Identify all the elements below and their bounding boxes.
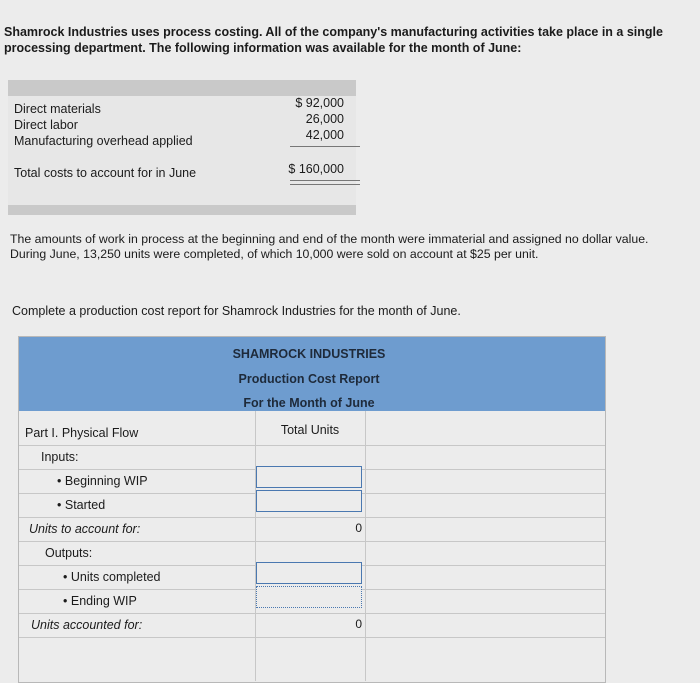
inputs-label: Inputs: (41, 450, 79, 464)
total-costs-amount: $ 160,000 (288, 162, 344, 176)
total-costs-label: Total costs to account for in June (14, 166, 197, 180)
units-to-account-value: 0 (355, 521, 362, 535)
started-input[interactable] (256, 490, 362, 512)
report-period: For the Month of June (243, 396, 375, 410)
cost-label-direct-labor: Direct labor (14, 118, 78, 132)
cost-amount-direct-labor: 26,000 (305, 112, 344, 126)
cost-label-direct-materials: Direct materials (14, 102, 101, 116)
beginning-wip-input[interactable] (256, 466, 362, 488)
units-completed-label: • Units completed (63, 570, 161, 584)
cost-summary-table (8, 80, 356, 215)
column-total-units: Total Units (280, 423, 340, 437)
production-cost-report (18, 336, 606, 683)
units-completed-input[interactable] (256, 562, 362, 584)
ending-wip-label: • Ending WIP (63, 594, 137, 608)
work-in-process-paragraph: The amounts of work in process at the beginning and end of the month were immaterial and assigned no dollar value. During June, 13,250 units were completed, of which 10,000 were sold on account at $25 per unit. (10, 232, 649, 261)
ending-wip-input[interactable] (256, 586, 362, 608)
cost-amount-overhead: 42,000 (305, 128, 344, 142)
part1-label: Part I. Physical Flow (25, 426, 139, 440)
units-accounted-value: 0 (355, 617, 362, 631)
instruction-text: Complete a production cost report for Shamrock Industries for the month of June. (12, 304, 461, 318)
report-header (19, 337, 605, 411)
beginning-wip-label: • Beginning WIP (57, 474, 148, 488)
cost-label-overhead: Manufacturing overhead applied (14, 134, 193, 148)
started-label: • Started (57, 498, 106, 512)
intro-text: Shamrock Industries uses process costing. All of the company's manufacturing activities take place in a single processing department. The following information was available for the month of June: (4, 25, 663, 55)
outputs-label: Outputs: (45, 546, 93, 560)
cost-amount-direct-materials: $ 92,000 (295, 96, 344, 110)
report-title: Production Cost Report (238, 372, 380, 386)
units-to-account-label: Units to account for: (29, 522, 141, 536)
report-company: SHAMROCK INDUSTRIES (232, 347, 386, 361)
row-part1 (19, 421, 605, 446)
units-accounted-label: Units accounted for: (31, 618, 143, 632)
